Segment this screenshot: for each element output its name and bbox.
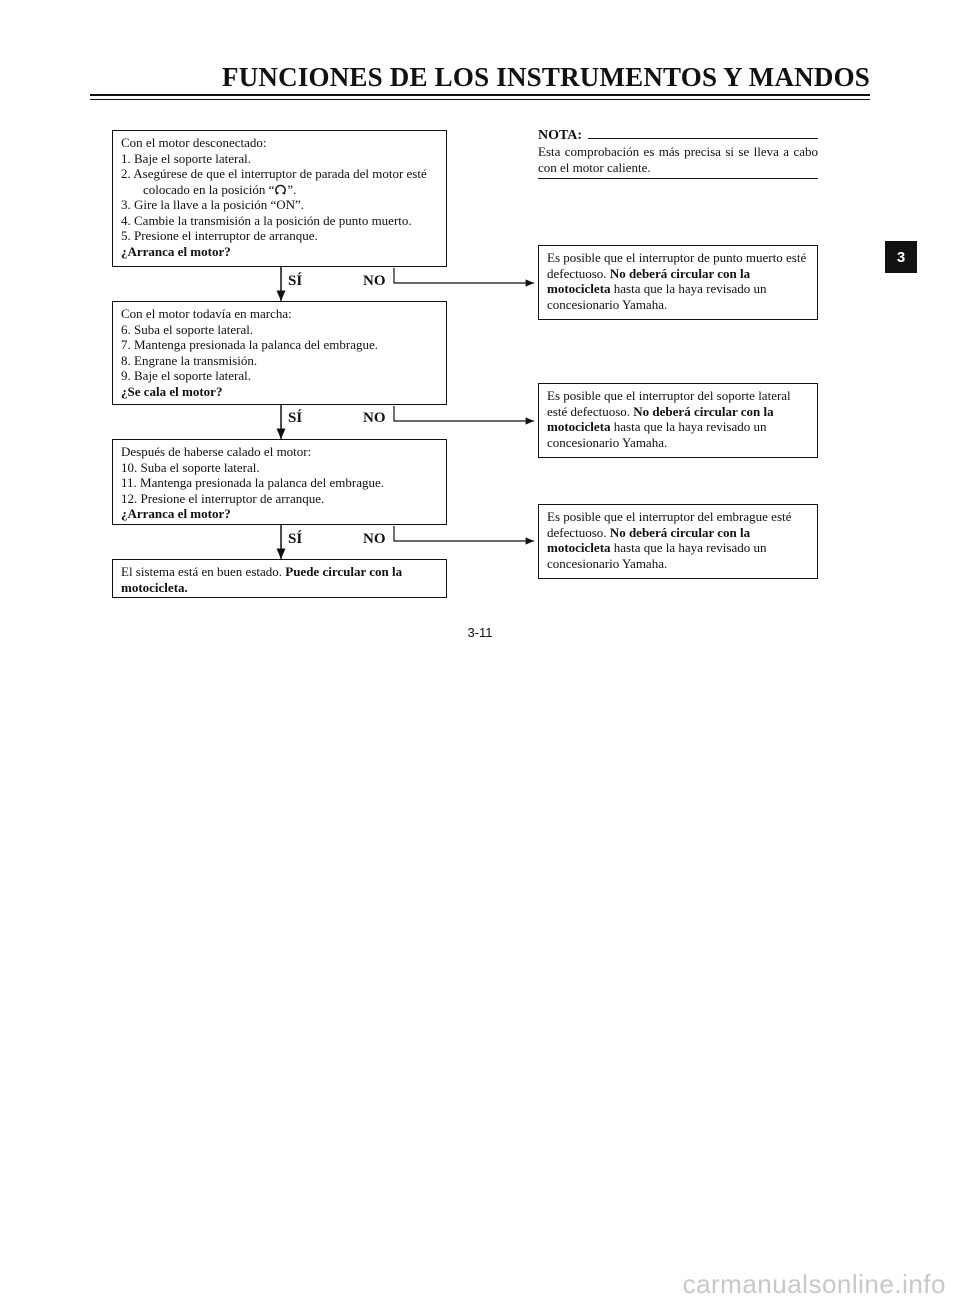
note-header: NOTA: [538, 128, 583, 143]
chapter-tab: 3 [885, 241, 917, 273]
yes-label: SÍ [288, 410, 303, 426]
note-bottom-rule [538, 178, 818, 179]
engine-stop-switch-symbol [274, 183, 287, 195]
result-text: Es posible que el interruptor del soporte lateral esté defectuoso. No deberá circular con la motocicleta hasta que la haya revisado un concesionario Yamaha. [547, 388, 791, 450]
no-arrow-1 [394, 268, 534, 283]
step-1-item-cont: colocado en la posición “ ”. [143, 181, 297, 197]
step-2-item: 8. Engrane la transmisión. [121, 352, 258, 368]
step-3-box [112, 439, 447, 525]
result-box-clutch-switch [538, 504, 818, 579]
page-number: 3-11 [467, 625, 493, 640]
step-2-intro: Con el motor todavía en marcha: [121, 306, 292, 321]
note-body: Esta comprobación es más precisa si se lleva a cabo con el motor caliente. [538, 144, 818, 175]
step-2-item: 7. Mantenga presionada la palanca del embrague. [121, 337, 378, 352]
result-text: Es posible que el interruptor de punto muerto esté defectuoso. No deberá circular con la motocicleta hasta que la haya revisado un concesionario Yamaha. [547, 250, 807, 312]
step-1-intro: Con el motor desconectado: [121, 135, 267, 150]
step-3-item: 12. Presione el interruptor de arranque. [121, 490, 325, 506]
note-header-rule [588, 138, 818, 139]
step-1-question: ¿Arranca el motor? [121, 243, 231, 259]
step-1-item: 1. Baje el soporte lateral. [121, 150, 251, 166]
final-text: El sistema está en buen estado. Puede circular con la motocicleta. [121, 564, 403, 595]
step-1-item: 3. Gire la llave a la posición “ON”. [121, 197, 305, 212]
step-1-item: 5. Presione el interruptor de arranque. [121, 228, 318, 243]
step-2-box [112, 301, 447, 405]
result-box-neutral-switch [538, 245, 818, 320]
no-label: NO [363, 531, 386, 547]
step-3-item: 10. Suba el soporte lateral. [121, 459, 260, 475]
page-title: FUNCIONES DE LOS INSTRUMENTOS Y MANDOS [222, 62, 870, 92]
result-text: Es posible que el interruptor del embrague esté defectuoso. No deberá circular con la motocicleta hasta que la haya revisado un concesionario Yamaha. [547, 509, 792, 571]
result-box-sidestand-switch [538, 383, 818, 458]
step-3-intro: Después de haberse calado el motor: [121, 444, 312, 459]
step-2-item: 9. Baje el soporte lateral. [121, 368, 251, 383]
no-label: NO [363, 273, 386, 289]
step-1-item: 2. Asegúrese de que el interruptor de parada del motor esté [121, 166, 427, 181]
watermark: carmanualsonline.info [682, 1269, 946, 1299]
yes-label: SÍ [288, 273, 303, 289]
step-3-item: 11. Mantenga presionada la palanca del embrague. [121, 475, 385, 490]
step-1-item: 4. Cambie la transmisión a la posición de punto muerto. [121, 212, 412, 228]
step-2-item: 6. Suba el soporte lateral. [121, 321, 254, 337]
step-1-box [112, 130, 447, 267]
no-label: NO [363, 410, 386, 426]
step-3-question: ¿Arranca el motor? [121, 506, 231, 521]
step-2-question: ¿Se cala el motor? [121, 383, 223, 399]
no-arrow-3 [394, 526, 534, 541]
final-box [112, 559, 447, 598]
yes-label: SÍ [288, 531, 303, 547]
no-arrow-2 [394, 406, 534, 421]
